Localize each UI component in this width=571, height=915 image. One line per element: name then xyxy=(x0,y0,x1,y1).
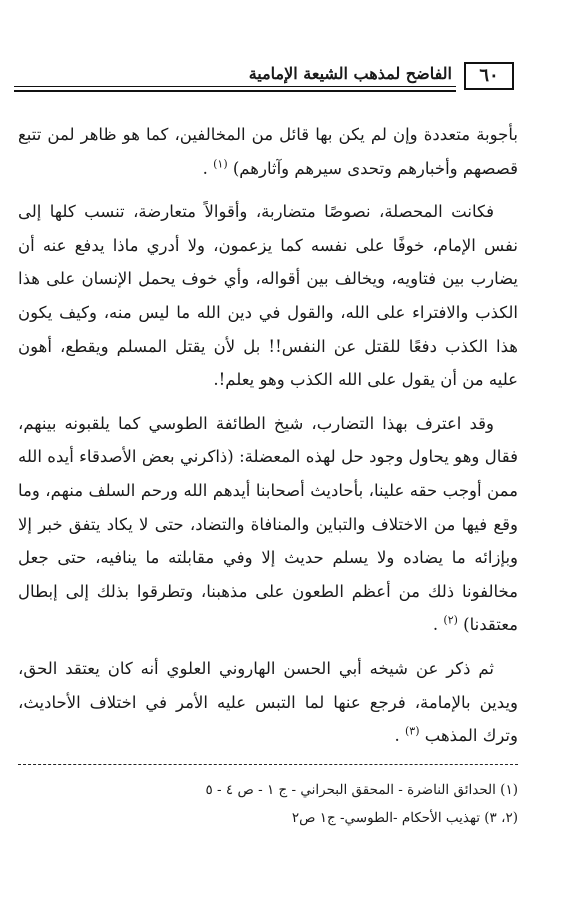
footnote-ref: (١) xyxy=(213,157,228,171)
paragraph-1 xyxy=(18,118,518,185)
paragraph-3 xyxy=(18,407,518,642)
header-rule-thick xyxy=(14,90,456,92)
footnote-ref: (٣) xyxy=(405,724,420,738)
footnotes xyxy=(18,776,518,832)
page-header xyxy=(14,62,514,98)
paragraph-end: . xyxy=(394,726,400,746)
paragraph-text: وقد اعترف بهذا التضارب، شيخ الطائفة الطوسي كما يلقبونه بينهم، فقال وهو يحاول وجود حل لهذه المعضلة: (ذاكرني بعض الأصدقاء أيده الله ممن أوجب حقه علينا، بأحاديث أصحابنا أيدهم الله ورحم السلف منهم، وما وقع فيها من الاختلاف والتباين والمنافاة والتضاد، حتى لا يكاد يتفق خبر إلا وبإزائه ما يضاده ولا يسلم حديث إلا وفي مقابلته ما ينافيه، حتى جعل مخالفونا ذلك من أعظم الطعون على مذهبنا، وتطرقوا بذلك إلى إبطال معتقدنا) xyxy=(18,413,518,635)
paragraph-2 xyxy=(18,195,518,397)
footnote-2: (٢، ٣) تهذيب الأحكام -الطوسي- ج١ ص٢ xyxy=(291,810,518,826)
paragraph-end: . xyxy=(202,158,208,178)
header-rule xyxy=(14,86,456,87)
footnote-ref: (٢) xyxy=(443,613,458,627)
paragraph-text: بأجوبة متعددة وإن لم يكن بها قائل من المخالفين، كما هو ظاهر لمن تتبع قصصهم وأخبارهم وتحدى سيرهم وآثارهم) xyxy=(18,125,518,178)
running-title: الفاضح لمذهب الشيعة الإمامية xyxy=(248,64,452,83)
page-number: ٦٠ xyxy=(464,62,514,90)
paragraph-4 xyxy=(18,652,518,753)
body-text xyxy=(18,118,518,763)
paragraph-text: فكانت المحصلة، نصوصًا متضاربة، وأقوالاً متعارضة، تنسب كلها إلى نفس الإمام، خوفًا على نفسه كما يزعمون، ولا أدري ماذا يدفع عنه أن يضارب بين فتاويه، ويخالف بين أقواله، وأي خوف يحمل الإنسان على هذا الكذب والافتراء على الله، والقول في دين الله ما ليس منه، وكيف يكون هذا الكذب دفعًا للقتل عن النفس!! بل لأن يقتل المسلم ويقطع، أهون عليه من أن يقول على الله الكذب وهو يعلم!. xyxy=(18,202,518,390)
footnote-1: (١) الحدائق الناضرة - المحقق البحراني - ج ١ - ص ٤ - ٥ xyxy=(205,782,518,798)
paragraph-end: . xyxy=(432,615,439,635)
paragraph-text: ثم ذكر عن شيخه أبي الحسن الهاروني العلوي أنه كان يعتقد الحق، ويدين بالإمامة، فرجع عنها لما التبس عليه الأمر في اختلاف الأحاديث، وترك المذهب xyxy=(18,658,518,746)
footnote-separator xyxy=(18,764,518,765)
